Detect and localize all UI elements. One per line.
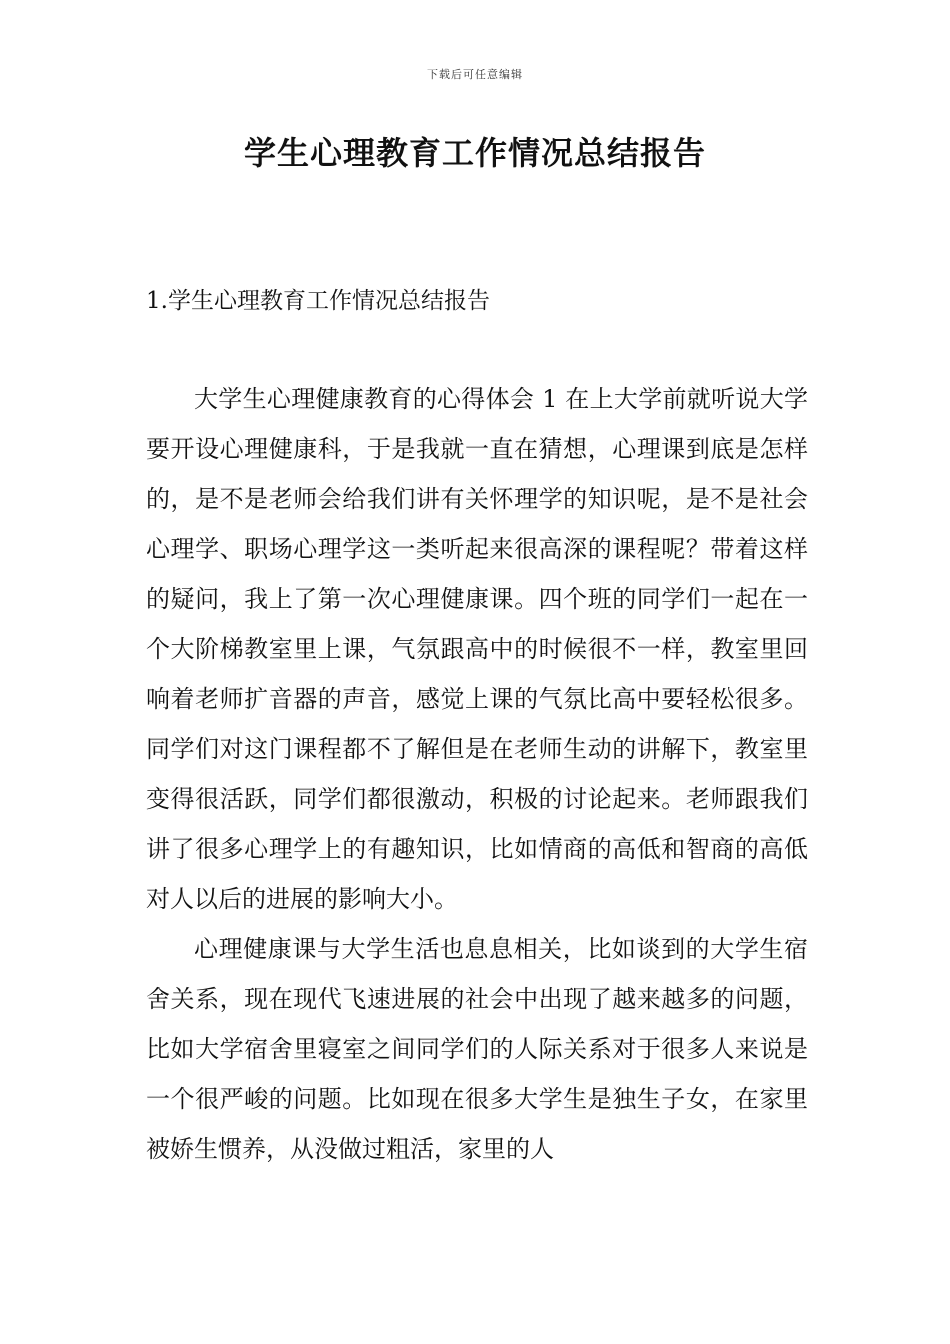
paragraph: 大学生心理健康教育的心得体会 1 在上大学前就听说大学要开设心理健康科，于是我就一直在猜想，心理课到底是怎样的，是不是老师会给我们讲有关怀理学的知识呢，是不是社会心理学、职场心理学这一类听起来很高深的课程呢？带着这样的疑问，我上了第一次心理健康课。四个班的同学们一起在一个大阶梯教室里上课，气氛跟高中的时候很不一样，教室里回响着老师扩音器的声音，感觉上课的气氛比高中要轻松很多。同学们对这门课程都不了解但是在老师生动的讲解下，教室里变得很活跃，同学们都很激动，积极的讨论起来。老师跟我们讲了很多心理学上的有趣知识，比如情商的高低和智商的高低对人以后的进展的影响大小。 xyxy=(146,385,808,913)
document-title: 学生心理教育工作情况总结报告 xyxy=(243,134,706,172)
header-note: 下载后可任意编辑 xyxy=(427,68,523,81)
body-text xyxy=(146,374,808,1174)
paragraph: 心理健康课与大学生活也息息相关，比如谈到的大学生宿舍关系，现在现代飞速进展的社会中出现了越来越多的问题，比如大学宿舍里寝室之间同学们的人际关系对于很多人来说是一个很严峻的问题。比如现在很多大学生是独生子女，在家里被娇生惯养，从没做过粗活，家里的人 xyxy=(146,935,808,1163)
section-heading: 1.学生心理教育工作情况总结报告 xyxy=(146,288,490,314)
